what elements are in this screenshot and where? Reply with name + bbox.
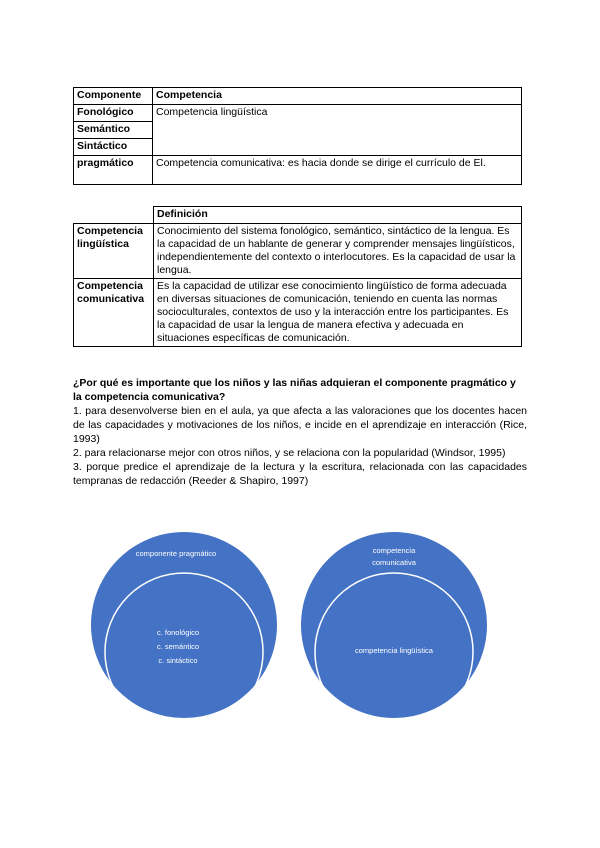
right-inner-label: competencia lingüística [355,646,433,655]
right-outer-line-2: comunicativa [372,558,416,567]
definitions-table [73,206,522,347]
question-heading: ¿Por qué es importante que los niños y las niñas adquieran el componente pragmático y la competencia comunicativa? [73,377,516,403]
header-competencia: Competencia [153,88,522,105]
header-definicion: Definición [154,207,522,224]
right-circle-diagram [301,532,487,720]
competence-communicative-cell: Competencia comunicativa: es hacia donde se dirige el currículo de El. [153,156,522,185]
definition-competencia-linguistica: Conocimiento del sistema fonológico, semántico, sintáctico de la lengua. Es la capacidad de un hablante de generar y comprender mensajes lingüísticos, independientemente del contexto o interlocutores. Es la capacidad de usar la lengua. [154,224,522,279]
header-componente: Componente [74,88,153,105]
definition-competencia-comunicativa: Es la capacidad de utilizar ese conocimiento lingüístico de forma adecuada en diversas situaciones de comunicación, teniendo en cuenta las normas socioculturales, contextos de uso y la interacción entre los participantes. Es la capacidad de usar la lengua de manera efectiva y adecuada en situaciones específicas de comunicación. [154,279,522,347]
concentric-circles-diagram [0,520,600,720]
answer-2: 2. para relacionarse mejor con otros niños, y se relaciona con la popularidad (Windsor, 1995) [73,447,506,459]
term-competencia-comunicativa: Competencia comunicativa [74,279,154,347]
left-circle-diagram [91,532,277,720]
left-inner-line-3: c. sintáctico [158,656,198,665]
left-outer-label: componente pragmático [135,549,217,558]
right-outer-line-1: competencia [372,546,416,555]
component-pragmatico: pragmático [74,156,153,185]
component-fonologico: Fonológico [74,105,153,122]
component-sintactico: Sintáctico [74,139,153,156]
left-inner-line-2: c. semántico [156,642,200,651]
competence-linguistic-cell: Competencia lingüística [153,105,522,156]
components-table [73,87,522,185]
component-semantico: Semántico [74,122,153,139]
empty-corner-cell [74,207,154,224]
answer-3: 3. porque predice el aprendizaje de la lectura y la escritura, relacionada con las capacidades tempranas de redacción (Reeder & Shapiro, 1997) [73,461,527,487]
answer-1: 1. para desenvolverse bien en el aula, ya que afecta a las valoraciones que los docentes hacen de las capacidades y motivaciones de los niños, e incide en el aprendizaje en interacción (Rice, 1993) [73,405,527,445]
term-competencia-linguistica: Competencia lingüística [74,224,154,279]
left-inner-line-1: c. fonológico [156,628,200,637]
question-section [73,376,527,488]
left-outer-circle [91,532,277,718]
